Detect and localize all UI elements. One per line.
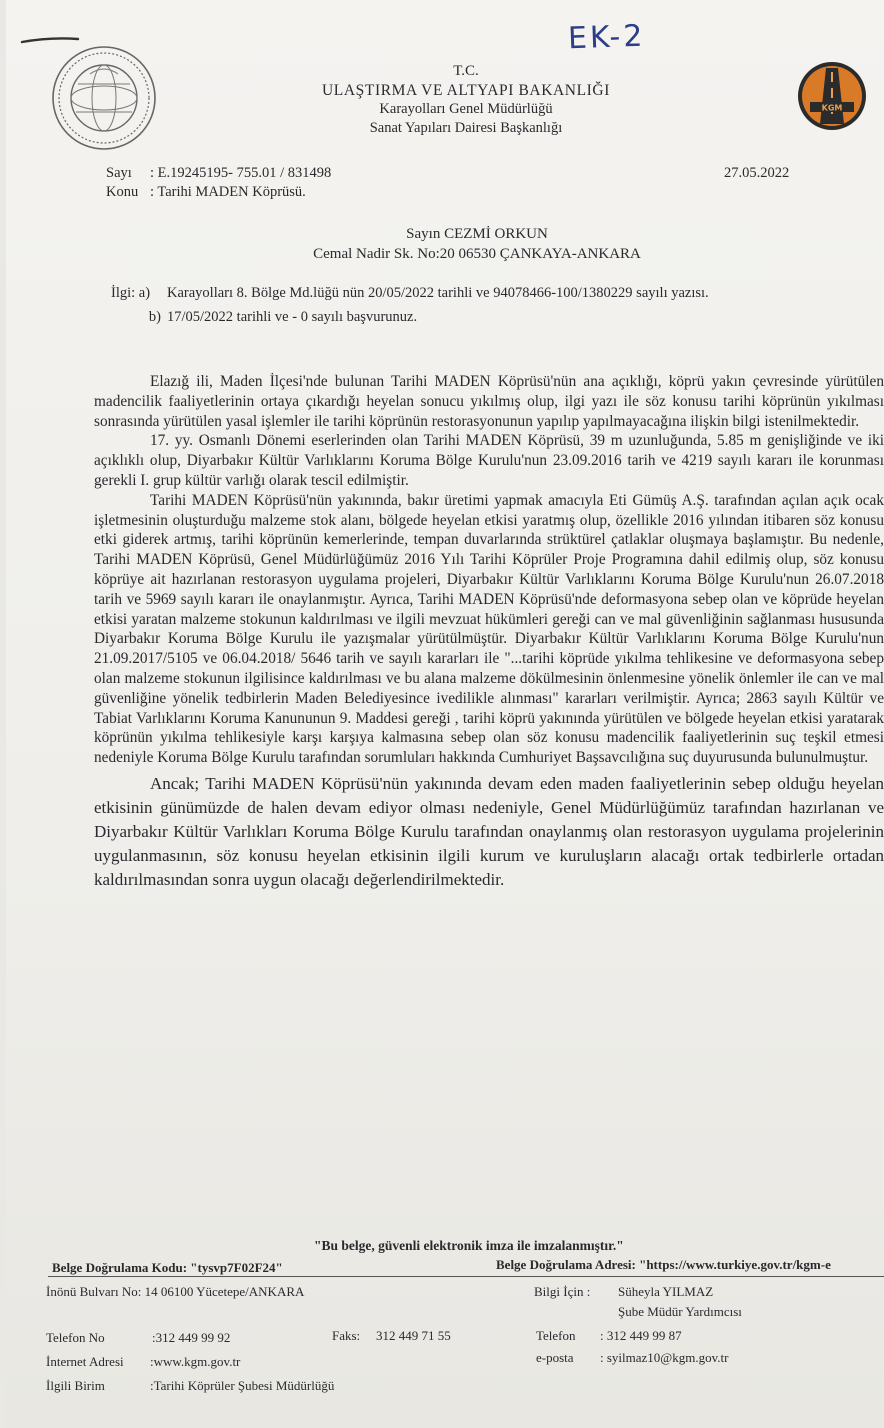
reference-a-label: İlgi: a) bbox=[111, 285, 151, 301]
phone2-value: : 312 449 99 87 bbox=[600, 1328, 682, 1343]
verify-url: Belge Doğrulama Adresi: "https://www.turkiye.gov.tr/kgm-e bbox=[496, 1257, 831, 1272]
document-page bbox=[6, 0, 884, 1428]
reference-a-text: Karayolları 8. Bölge Md.lüğü nün 20/05/2022 tarihli ve 94078466-100/1380229 sayılı yazısı. bbox=[167, 285, 709, 301]
web-label: İnternet Adresi bbox=[46, 1354, 124, 1369]
reference-b bbox=[111, 308, 846, 326]
verify-code: Belge Doğrulama Kodu: "tysvp7F02F24" bbox=[52, 1260, 283, 1275]
reference-b-text: 17/05/2022 tarihli ve - 0 sayılı başvurunuz. bbox=[167, 309, 418, 325]
info-label: Bilgi İçin : bbox=[534, 1284, 591, 1299]
konu-label: Konu bbox=[106, 184, 139, 200]
phone2-label: Telefon bbox=[536, 1328, 576, 1343]
fax-label: Faks: bbox=[332, 1328, 361, 1343]
logo-text: KGM bbox=[821, 103, 843, 113]
sayi-row bbox=[106, 165, 331, 182]
ministry-seal-icon bbox=[50, 44, 158, 152]
paragraph-4: Ancak; Tarihi MADEN Köprüsü'nün yakınında devam eden maden faaliyetlerinin sebep olduğu heyelan etkisinin günümüzde de halen devam ediyor olması nedeniyle, Genel Müdürlüğümüz tarafından hazırlanan ve Diyarbakır Kültür Varlıkları Koruma Bölge Kurulu tarafından onaylanmış olan restorasyon uygulama projelerinin uygulanmasının, söz konusu heyelan etkisinin ilgili kurum ve kuruluşların alacağı ortak tedbirlerle ortadan kaldırılmasından sonra uygun olacağı değerlendirilmektedir. bbox=[94, 773, 884, 889]
sayi-label: Sayı bbox=[106, 165, 132, 181]
paragraph-3: Tarihi MADEN Köprüsü'nün yakınında, bakır üretimi yapmak amacıyla Eti Gümüş A.Ş. tarafından açılan açık ocak işletmesinin oluşturduğu malzeme stok alanı, bölgede heyelan etkisi yaratmış olup, özellikle 2016 yılından itibaren söz konusu etki giderek artmış, tarihi köprünün kemerlerinde, tempan duvarlarında strüktürel çatlaklar oluşmaya başlamıştır. Bu nedenle, Tarihi MADEN Köprüsü, Genel Müdürlüğümüz 2016 Yılı Tarihi Köprüler Proje Programına dahil edilmiş olup, söz konusu köprüye ait hazırlanan restorasyon uygulama projeleri, Diyarbakır Kültür Varlıklarını Koruma Bölge Kurulu'nun 26.07.2018 tarih ve 5969 sayılı kararı ile onaylanmıştır. Ayrıca, Tarihi MADEN Köprüsü'nde deformasyona sebep olan ve köprüde heyelan etkisi yaratan malzeme stokunun kaldırılması ve ilgili mevzuat hükümleri gereği can ve mal güvenliğinin sağlanması hususunda Diyarbakır Koruma Bölge Kurulu ile yazışmalar yürütülmüştür. Diyarbakır Kültür Varlıklarını Koruma Bölge Kurulu'nun 21.09.2017/5105 ve 06.04.2018/ 5646 tarih ve sayılı kararları ile "...tarihi köprüde yıkılma tehlikesine ve deformasyona sebep olan malzeme stokunun ilgilisince kaldırılması ve bu alana malzeme dökülmesinin önlenmesine yönelik önlemler ile can ve mal güvenliğine yönelik tedbirlerin Maden Belediyesince ivedilikle alınması" kararları verilmiştir. Ayrıca; 2863 sayılı Kültür ve Tabiat Varlıklarını Koruma Kanununun 9. Maddesi gereği , tarihi köprü yakınında yürütülen ve bölgede heyelan etkisi yaratarak köprünün yıkılma tehlikesiyle karşı karşıya kalmasına sebep olan söz konusu madencilik faaliyetlerinin suç teşkil etmesi nedeniyle Koruma Bölge Kurulu tarafından sorumluları hakkında Cumhuriyet Başsavcılığına suç duyurusunda bulunulmuştur. bbox=[94, 491, 884, 767]
paragraph-1: Elazığ ili, Maden İlçesi'nde bulunan Tarihi MADEN Köprüsü'nün ana açıklığı, köprü yakın çevresinde yürütülen madencilik faaliyetlerinin ortaya çıkardığı heyelan sonucu yıkılmış olup, ilgi yazı ile söz konusu tarihi köprünün yıkılması sonrasında yürütülen yasal işlemler ile tarihi köprünün restorasyonunun yapılıp yapılmayacağına ilişkin bilgi istenilmektedir. bbox=[94, 373, 884, 430]
addressee-name: Sayın CEZMİ ORKUN bbox=[406, 226, 548, 242]
phone-label: Telefon No bbox=[46, 1330, 105, 1345]
konu-value: : Tarihi MADEN Köprüsü. bbox=[150, 184, 306, 200]
unit-label: İlgili Birim bbox=[46, 1378, 105, 1393]
header-directorate: Karayolları Genel Müdürlüğü bbox=[379, 101, 553, 117]
addressee-address: Cemal Nadir Sk. No:20 06530 ÇANKAYA-ANKARA bbox=[313, 246, 641, 262]
unit-value: :Tarihi Köprüler Şubesi Müdürlüğü bbox=[150, 1378, 335, 1393]
phone-value: :312 449 99 92 bbox=[152, 1330, 231, 1345]
paragraph-2: 17. yy. Osmanlı Dönemi eserlerinden olan Tarihi MADEN Köprüsü, 39 m uzunluğunda, 5.85 m genişliğinde ve iki açıklıklı olup, Diyarbakır Kültür Varlıklarını Koruma Bölge Kurulu'nun 23.09.2016 tarih ve 4219 sayılı kararı ile korunması gerekli I. grup kültür varlığı olarak tescil edilmiştir. bbox=[94, 432, 884, 489]
header-department: Sanat Yapıları Dairesi Başkanlığı bbox=[369, 120, 563, 136]
web-value: :www.kgm.gov.tr bbox=[150, 1354, 241, 1369]
handwritten-annotation: EK-2 bbox=[567, 18, 646, 57]
letterhead bbox=[296, 62, 636, 138]
email-value: : syilmaz10@kgm.gov.tr bbox=[600, 1350, 729, 1365]
sayi-value: : E.19245195- 755.01 / 831498 bbox=[150, 165, 332, 181]
reference-b-label: b) bbox=[148, 309, 161, 325]
document-date: 27.05.2022 bbox=[724, 165, 790, 181]
esign-note: "Bu belge, güvenli elektronik imza ile imzalanmıştır." bbox=[314, 1238, 624, 1253]
footer-divider bbox=[48, 1276, 884, 1277]
reference-block bbox=[111, 284, 846, 326]
info-title: Şube Müdür Yardımcısı bbox=[618, 1304, 742, 1319]
addressee bbox=[262, 224, 692, 264]
header-tc: T.C. bbox=[453, 63, 479, 79]
info-name: Süheyla YILMAZ bbox=[618, 1284, 714, 1299]
konu-row bbox=[106, 184, 306, 201]
kgm-logo-icon bbox=[796, 60, 868, 132]
reference-a bbox=[111, 284, 846, 302]
header-ministry: ULAŞTIRMA VE ALTYAPI BAKANLIĞI bbox=[322, 82, 610, 99]
pen-mark-icon bbox=[20, 36, 80, 44]
footer-address: İnönü Bulvarı No: 14 06100 Yücetepe/ANKARA bbox=[46, 1284, 305, 1299]
letter-body bbox=[94, 372, 884, 892]
fax-value: 312 449 71 55 bbox=[376, 1328, 451, 1343]
email-label: e-posta bbox=[536, 1350, 574, 1365]
